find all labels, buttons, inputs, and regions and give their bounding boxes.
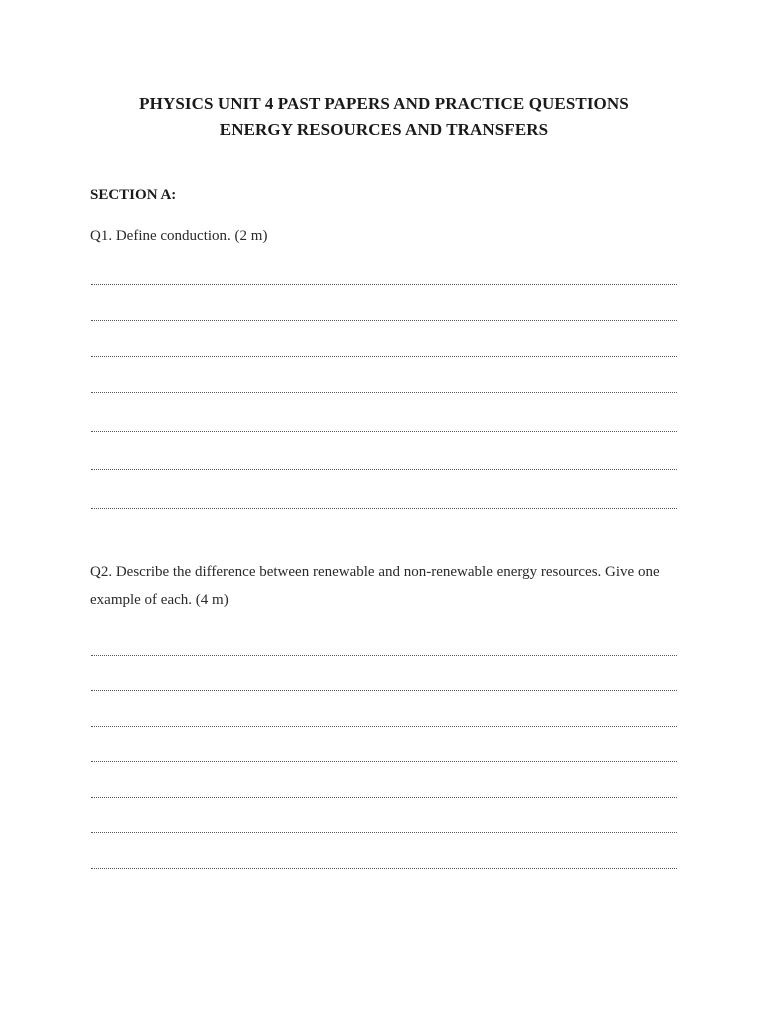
- answer-line[interactable]: [91, 761, 677, 762]
- answer-line[interactable]: [91, 832, 677, 833]
- answer-line[interactable]: [91, 690, 677, 691]
- answer-line[interactable]: [91, 356, 677, 357]
- document-subtitle: ENERGY RESOURCES AND TRANSFERS: [219, 120, 549, 139]
- answer-line[interactable]: [91, 797, 677, 798]
- answer-line[interactable]: [91, 392, 677, 393]
- document-title: PHYSICS UNIT 4 PAST PAPERS AND PRACTICE QUESTIONS: [139, 94, 629, 113]
- question-1-text: Q1. Define conduction. (2 m): [90, 228, 268, 244]
- answer-line[interactable]: [91, 469, 677, 470]
- answer-line[interactable]: [91, 655, 677, 656]
- section-heading: SECTION A:: [90, 187, 177, 203]
- answer-line[interactable]: [91, 431, 677, 432]
- answer-line[interactable]: [91, 508, 677, 509]
- answer-line[interactable]: [91, 284, 677, 285]
- question-2-text: Q2. Describe the difference between renewable and non-renewable energy resources. Give one example of each. (4 m): [90, 564, 660, 608]
- answer-line[interactable]: [91, 320, 677, 321]
- answer-line[interactable]: [91, 868, 677, 869]
- answer-line[interactable]: [91, 726, 677, 727]
